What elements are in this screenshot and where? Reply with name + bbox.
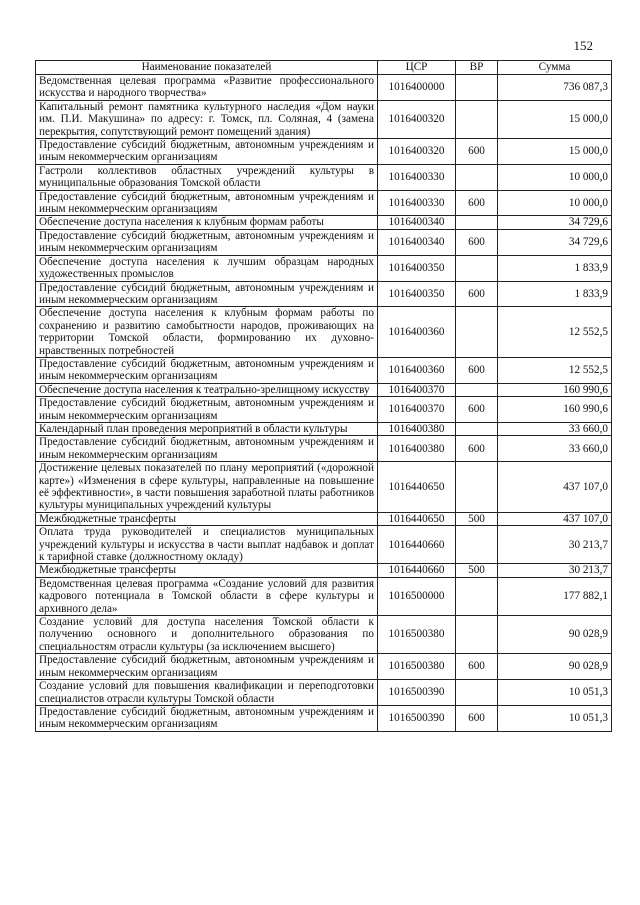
cell-name: Гастроли коллективов областных учреждений культуры в муниципальные образования Томской области xyxy=(36,164,378,190)
cell-name: Предоставление субсидий бюджетным, автономным учреждениям и иным некоммерческим организациям xyxy=(36,229,378,255)
cell-name: Ведомственная целевая программа «Создание условий для развития кадрового потенциала в Томской области в сфере культуры и архивного дела» xyxy=(36,577,378,615)
cell-vr xyxy=(456,616,498,654)
cell-sum: 30 213,7 xyxy=(498,526,612,564)
cell-csr: 1016440650 xyxy=(378,462,456,513)
cell-sum: 437 107,0 xyxy=(498,462,612,513)
cell-sum: 10 051,3 xyxy=(498,680,612,706)
table-row xyxy=(36,190,612,216)
cell-name: Межбюджетные трансферты xyxy=(36,512,378,525)
cell-vr: 600 xyxy=(456,397,498,423)
cell-vr xyxy=(456,255,498,281)
table-row xyxy=(36,281,612,307)
cell-vr: 600 xyxy=(456,190,498,216)
cell-vr: 600 xyxy=(456,357,498,383)
cell-csr: 1016400370 xyxy=(378,397,456,423)
cell-name: Предоставление субсидий бюджетным, автономным учреждениям и иным некоммерческим организациям xyxy=(36,357,378,383)
cell-vr xyxy=(456,422,498,435)
cell-csr: 1016500390 xyxy=(378,680,456,706)
cell-vr xyxy=(456,307,498,358)
cell-name: Предоставление субсидий бюджетным, автономным учреждениям и иным некоммерческим организациям xyxy=(36,139,378,165)
cell-name: Предоставление субсидий бюджетным, автономным учреждениям и иным некоммерческим организациям xyxy=(36,654,378,680)
cell-sum: 12 552,5 xyxy=(498,307,612,358)
cell-name: Обеспечение доступа населения к театрально-зрелищному искусству xyxy=(36,383,378,396)
cell-csr: 1016400380 xyxy=(378,422,456,435)
cell-name: Создание условий для повышения квалификации и переподготовки специалистов отрасли культуры Томской области xyxy=(36,680,378,706)
cell-name: Предоставление субсидий бюджетным, автономным учреждениям и иным некоммерческим организациям xyxy=(36,705,378,731)
table-row xyxy=(36,216,612,229)
table-row xyxy=(36,436,612,462)
table-row xyxy=(36,705,612,731)
table-row xyxy=(36,654,612,680)
table-row xyxy=(36,357,612,383)
cell-sum: 177 882,1 xyxy=(498,577,612,615)
cell-sum: 34 729,6 xyxy=(498,216,612,229)
cell-name: Межбюджетные трансферты xyxy=(36,564,378,577)
cell-vr xyxy=(456,383,498,396)
cell-sum: 34 729,6 xyxy=(498,229,612,255)
cell-sum: 33 660,0 xyxy=(498,422,612,435)
cell-vr: 600 xyxy=(456,705,498,731)
cell-csr: 1016400340 xyxy=(378,229,456,255)
cell-csr: 1016500390 xyxy=(378,705,456,731)
table-row xyxy=(36,255,612,281)
cell-name: Предоставление субсидий бюджетным, автономным учреждениям и иным некоммерческим организациям xyxy=(36,281,378,307)
cell-name: Предоставление субсидий бюджетным, автономным учреждениям и иным некоммерческим организациям xyxy=(36,397,378,423)
cell-vr xyxy=(456,164,498,190)
table-row xyxy=(36,680,612,706)
cell-name: Обеспечение доступа населения к клубным формам работы xyxy=(36,216,378,229)
cell-sum: 736 087,3 xyxy=(498,75,612,101)
cell-sum: 15 000,0 xyxy=(498,139,612,165)
cell-sum: 15 000,0 xyxy=(498,100,612,138)
page-number: 152 xyxy=(573,38,593,53)
cell-vr: 600 xyxy=(456,229,498,255)
table-row xyxy=(36,100,612,138)
cell-sum: 10 051,3 xyxy=(498,705,612,731)
column-header-sum: Сумма xyxy=(498,61,612,75)
cell-sum: 10 000,0 xyxy=(498,164,612,190)
cell-csr: 1016400350 xyxy=(378,281,456,307)
cell-name: Обеспечение доступа населения к лучшим образцам народных художественных промыслов xyxy=(36,255,378,281)
cell-vr xyxy=(456,577,498,615)
cell-sum: 12 552,5 xyxy=(498,357,612,383)
cell-csr: 1016400360 xyxy=(378,307,456,358)
table-row xyxy=(36,577,612,615)
cell-sum: 1 833,9 xyxy=(498,255,612,281)
cell-csr: 1016440660 xyxy=(378,564,456,577)
cell-csr: 1016400330 xyxy=(378,164,456,190)
cell-vr: 500 xyxy=(456,512,498,525)
table-row xyxy=(36,229,612,255)
cell-vr xyxy=(456,75,498,101)
cell-sum: 160 990,6 xyxy=(498,383,612,396)
cell-vr: 500 xyxy=(456,564,498,577)
cell-vr xyxy=(456,680,498,706)
table-row xyxy=(36,526,612,564)
cell-csr: 1016400320 xyxy=(378,100,456,138)
table-header-row xyxy=(36,61,612,75)
cell-sum: 160 990,6 xyxy=(498,397,612,423)
cell-vr xyxy=(456,100,498,138)
cell-name: Оплата труда руководителей и специалистов муниципальных учреждений культуры и искусства в части выплат надбавок и доплат к тарифной ставке (должностному окладу) xyxy=(36,526,378,564)
cell-sum: 10 000,0 xyxy=(498,190,612,216)
table-row xyxy=(36,75,612,101)
cell-vr: 600 xyxy=(456,654,498,680)
column-header-csr: ЦСР xyxy=(378,61,456,75)
table-row xyxy=(36,422,612,435)
cell-csr: 1016500000 xyxy=(378,577,456,615)
cell-csr: 1016400340 xyxy=(378,216,456,229)
cell-csr: 1016400380 xyxy=(378,436,456,462)
cell-name: Предоставление субсидий бюджетным, автономным учреждениям и иным некоммерческим организациям xyxy=(36,436,378,462)
table-row xyxy=(36,139,612,165)
cell-csr: 1016500380 xyxy=(378,654,456,680)
cell-vr xyxy=(456,526,498,564)
cell-vr: 600 xyxy=(456,281,498,307)
table-row xyxy=(36,307,612,358)
table-row xyxy=(36,512,612,525)
cell-vr xyxy=(456,216,498,229)
cell-name: Ведомственная целевая программа «Развитие профессионального искусства и народного творчества» xyxy=(36,75,378,101)
budget-table xyxy=(35,60,612,732)
cell-name: Капитальный ремонт памятника культурного наследия «Дом науки им. П.И. Макушина» по адресу: г. Томск, пл. Соляная, 4 (замена перекрытия, сопутствующий ремонт помещений здания) xyxy=(36,100,378,138)
cell-sum: 33 660,0 xyxy=(498,436,612,462)
cell-name: Обеспечение доступа населения к клубным формам работы по сохранению и развитию самобытности народов, проживающих на территории Томской области, формированию их духовно-нравственных потребностей xyxy=(36,307,378,358)
column-header-name: Наименование показателей xyxy=(36,61,378,75)
cell-name: Достижение целевых показателей по плану мероприятий («дорожной карте») «Изменения в сфере культуры, направленные на повышение её эффективности», в части повышения заработной платы работников культуры муниципальных учреждений культуры xyxy=(36,462,378,513)
cell-csr: 1016440660 xyxy=(378,526,456,564)
cell-vr xyxy=(456,462,498,513)
cell-name: Создание условий для доступа населения Томской области к получению основного и дополнительного образования по специальностям отрасли культуры (за исключением высшего) xyxy=(36,616,378,654)
table-row xyxy=(36,164,612,190)
cell-sum: 437 107,0 xyxy=(498,512,612,525)
cell-sum: 30 213,7 xyxy=(498,564,612,577)
table-row xyxy=(36,462,612,513)
table-row xyxy=(36,383,612,396)
cell-csr: 1016440650 xyxy=(378,512,456,525)
cell-csr: 1016500380 xyxy=(378,616,456,654)
cell-csr: 1016400370 xyxy=(378,383,456,396)
table-row xyxy=(36,397,612,423)
cell-csr: 1016400000 xyxy=(378,75,456,101)
cell-csr: 1016400360 xyxy=(378,357,456,383)
column-header-vr: ВР xyxy=(456,61,498,75)
table-row xyxy=(36,564,612,577)
cell-csr: 1016400320 xyxy=(378,139,456,165)
cell-vr: 600 xyxy=(456,436,498,462)
cell-vr: 600 xyxy=(456,139,498,165)
cell-name: Календарный план проведения мероприятий в области культуры xyxy=(36,422,378,435)
cell-csr: 1016400350 xyxy=(378,255,456,281)
table-row xyxy=(36,616,612,654)
cell-name: Предоставление субсидий бюджетным, автономным учреждениям и иным некоммерческим организациям xyxy=(36,190,378,216)
cell-sum: 1 833,9 xyxy=(498,281,612,307)
cell-sum: 90 028,9 xyxy=(498,654,612,680)
cell-csr: 1016400330 xyxy=(378,190,456,216)
cell-sum: 90 028,9 xyxy=(498,616,612,654)
